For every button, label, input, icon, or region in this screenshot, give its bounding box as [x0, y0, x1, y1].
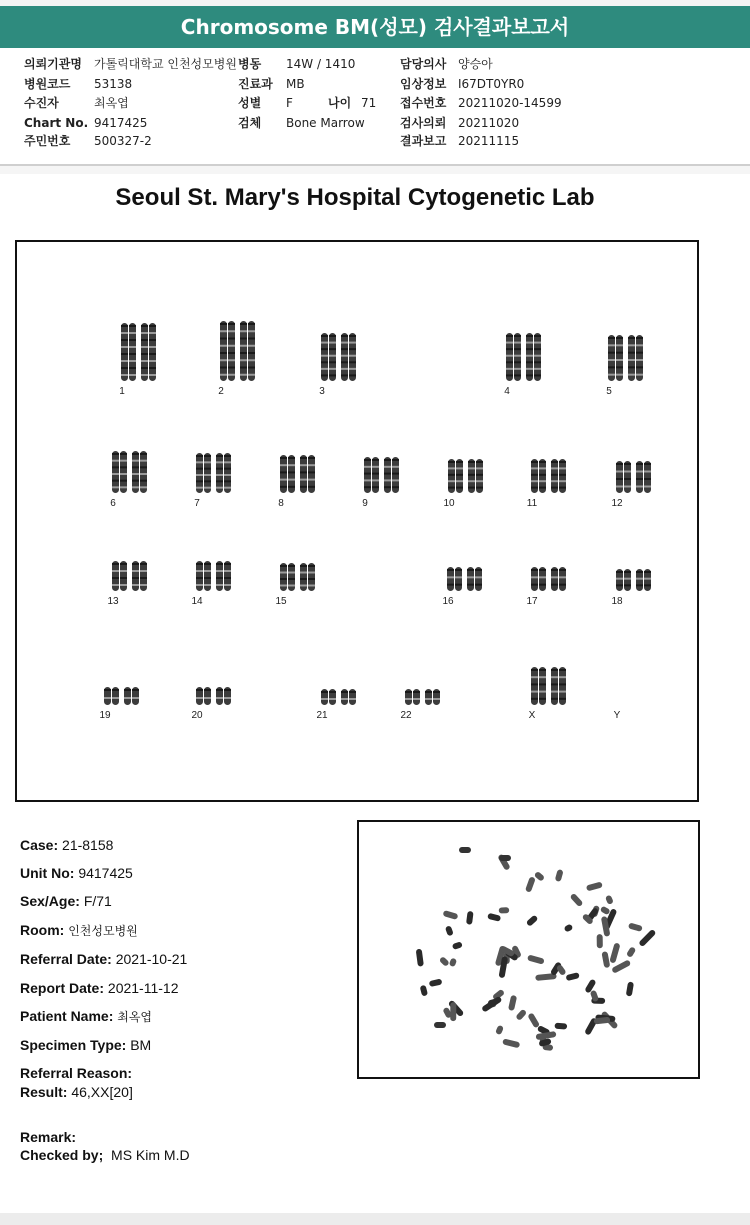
chromosome-pair-15: [276, 562, 320, 592]
chromosome-label-8: 8: [278, 498, 284, 509]
chromosome-label-22: 22: [400, 710, 412, 721]
chromosome-label-11: 11: [526, 498, 538, 509]
patient-value: 최옥엽: [117, 1010, 153, 1024]
field-value: 9417425: [94, 116, 148, 130]
chromosome-pair-6: [108, 450, 152, 494]
chromosome-label-10: 10: [443, 498, 455, 509]
field-value: 14W / 1410: [286, 57, 356, 71]
field-label: 검사의뢰: [400, 116, 447, 130]
field-label: 진료과: [238, 77, 273, 91]
unit-line: [20, 865, 133, 881]
checked-line: [20, 1147, 190, 1163]
chromosome-label-16: 16: [442, 596, 454, 607]
field-label: 수진자: [24, 96, 59, 110]
chromosome-label-21: 21: [316, 710, 328, 721]
chromosome-pair-4: [502, 332, 546, 382]
unit-label: Unit No:: [20, 865, 75, 881]
referral-date-line: [20, 951, 187, 967]
field-value: Bone Marrow: [286, 116, 365, 130]
chromosome-pair-9: [360, 456, 404, 494]
chromosome-pair-20: [192, 686, 236, 706]
header-shadow: [0, 166, 750, 174]
room-label: Room:: [20, 922, 65, 938]
specimen-line: [20, 1037, 151, 1053]
field-value: 500327-2: [94, 134, 152, 148]
chromosome-label-1: 1: [119, 386, 125, 397]
case-line: [20, 837, 113, 853]
chromosome-pair-18: [612, 568, 656, 592]
report-date-value: 2021-11-12: [107, 980, 179, 996]
age-label: 나이: [328, 96, 352, 110]
chromosome-pair-3: [317, 332, 361, 382]
chromosome-pair-2: [216, 320, 260, 382]
chromosome-pair-12: [612, 460, 656, 494]
referral-reason-label: Referral Reason:: [20, 1065, 133, 1081]
field-label: 병동: [238, 57, 262, 71]
chromosome-label-2: 2: [218, 386, 224, 397]
field-value: 20211115: [458, 134, 520, 148]
report-header-title: Chromosome BM(성모) 검사결과보고서: [0, 6, 750, 48]
field-label: 의뢰기관명: [24, 57, 82, 71]
chromosome-label-18: 18: [611, 596, 623, 607]
metaphase-image: [357, 820, 700, 1079]
unit-value: 9417425: [78, 865, 133, 881]
chromosome-pair-17: [527, 566, 571, 592]
patient-line: [20, 1008, 152, 1025]
chromosome-label-6: 6: [110, 498, 116, 509]
chromosome-pair-11: [527, 458, 571, 494]
report-date-label: Report Date:: [20, 980, 105, 996]
chromosome-pair-X: [527, 666, 571, 706]
field-label: 검체: [238, 116, 262, 130]
chromosome-label-17: 17: [526, 596, 538, 607]
result-value: 46,XX[20]: [71, 1084, 133, 1100]
chromosome-label-9: 9: [362, 498, 368, 509]
specimen-label: Specimen Type:: [20, 1037, 127, 1053]
metaphase-chromosomes: [416, 847, 657, 1051]
field-label: 주민번호: [24, 134, 71, 148]
result-label: Result:: [20, 1084, 68, 1100]
bottom-strip: [0, 1213, 750, 1225]
patient-label: Patient Name:: [20, 1008, 114, 1024]
chromosome-pair-7: [192, 452, 236, 494]
field-value: 20211020: [458, 116, 520, 130]
field-label: Chart No.: [24, 116, 89, 130]
chromosome-pair-5: [604, 334, 648, 382]
field-value: I67DT0YR0: [458, 77, 525, 91]
chromosome-pair-14: [192, 560, 236, 592]
chromosome-label-5: 5: [606, 386, 612, 397]
field-label: 병원코드: [24, 77, 71, 91]
field-label: 성별: [238, 96, 262, 110]
field-value: 20211020-14599: [458, 96, 562, 110]
specimen-value: BM: [130, 1037, 152, 1053]
remark-line: [20, 1129, 76, 1145]
chromosome-label-4: 4: [504, 386, 510, 397]
checked-value: MS Kim M.D: [111, 1147, 190, 1163]
sexage-line: [20, 893, 112, 909]
chromosome-pair-19: [100, 686, 144, 706]
field-label: 결과보고: [400, 134, 447, 148]
room-value: 인천성모병원: [68, 924, 138, 938]
chromosome-label-7: 7: [194, 498, 200, 509]
field-value: MB: [286, 77, 305, 91]
chromosome-pair-10: [444, 458, 488, 494]
field-label: 담당의사: [400, 57, 447, 71]
field-label: 임상정보: [400, 77, 447, 91]
age-value: 71: [361, 96, 377, 110]
referral-date-label: Referral Date:: [20, 951, 112, 967]
chromosome-pair-22: [401, 688, 445, 706]
chromosome-pair-8: [276, 454, 320, 494]
chromosome-label-Y: Y: [613, 710, 621, 721]
sexage-value: F/71: [83, 893, 112, 909]
referral-date-value: 2021-10-21: [115, 951, 188, 967]
chromosome-label-15: 15: [275, 596, 287, 607]
metaphase-spread-graphic: [359, 822, 698, 1077]
karyotype-panel: [15, 240, 699, 802]
field-value: 가톨릭대학교 인천성모병원: [94, 57, 237, 71]
chromosome-pair-16: [443, 566, 487, 592]
field-value: 최옥엽: [94, 96, 129, 110]
chromosome-label-20: 20: [191, 710, 203, 721]
field-value: 양승아: [458, 57, 493, 71]
chromosome-pair-13: [108, 560, 152, 592]
result-line: [20, 1084, 133, 1100]
chromosome-pair-21: [317, 688, 361, 706]
chromosome-label-3: 3: [319, 386, 325, 397]
room-line: [20, 922, 138, 939]
field-label: 접수번호: [400, 96, 447, 110]
field-value: 53138: [94, 77, 133, 91]
field-value: F: [286, 96, 293, 110]
referral-reason-line: [20, 1065, 132, 1081]
chromosome-label-19: 19: [99, 710, 111, 721]
report-date-line: [20, 980, 178, 996]
chromosome-label-14: 14: [191, 596, 203, 607]
checked-label: Checked by;: [20, 1147, 104, 1163]
chromosome-label-13: 13: [107, 596, 119, 607]
chromosome-label-12: 12: [611, 498, 623, 509]
chromosome-pair-1: [117, 322, 161, 382]
sexage-label: Sex/Age:: [20, 893, 80, 909]
chromosome-label-X: X: [528, 710, 536, 721]
lab-title: Seoul St. Mary's Hospital Cytogenetic Lab: [115, 184, 595, 211]
remark-label: Remark:: [20, 1129, 77, 1145]
case-label: Case:: [20, 837, 59, 853]
case-value: 21-8158: [62, 837, 114, 853]
